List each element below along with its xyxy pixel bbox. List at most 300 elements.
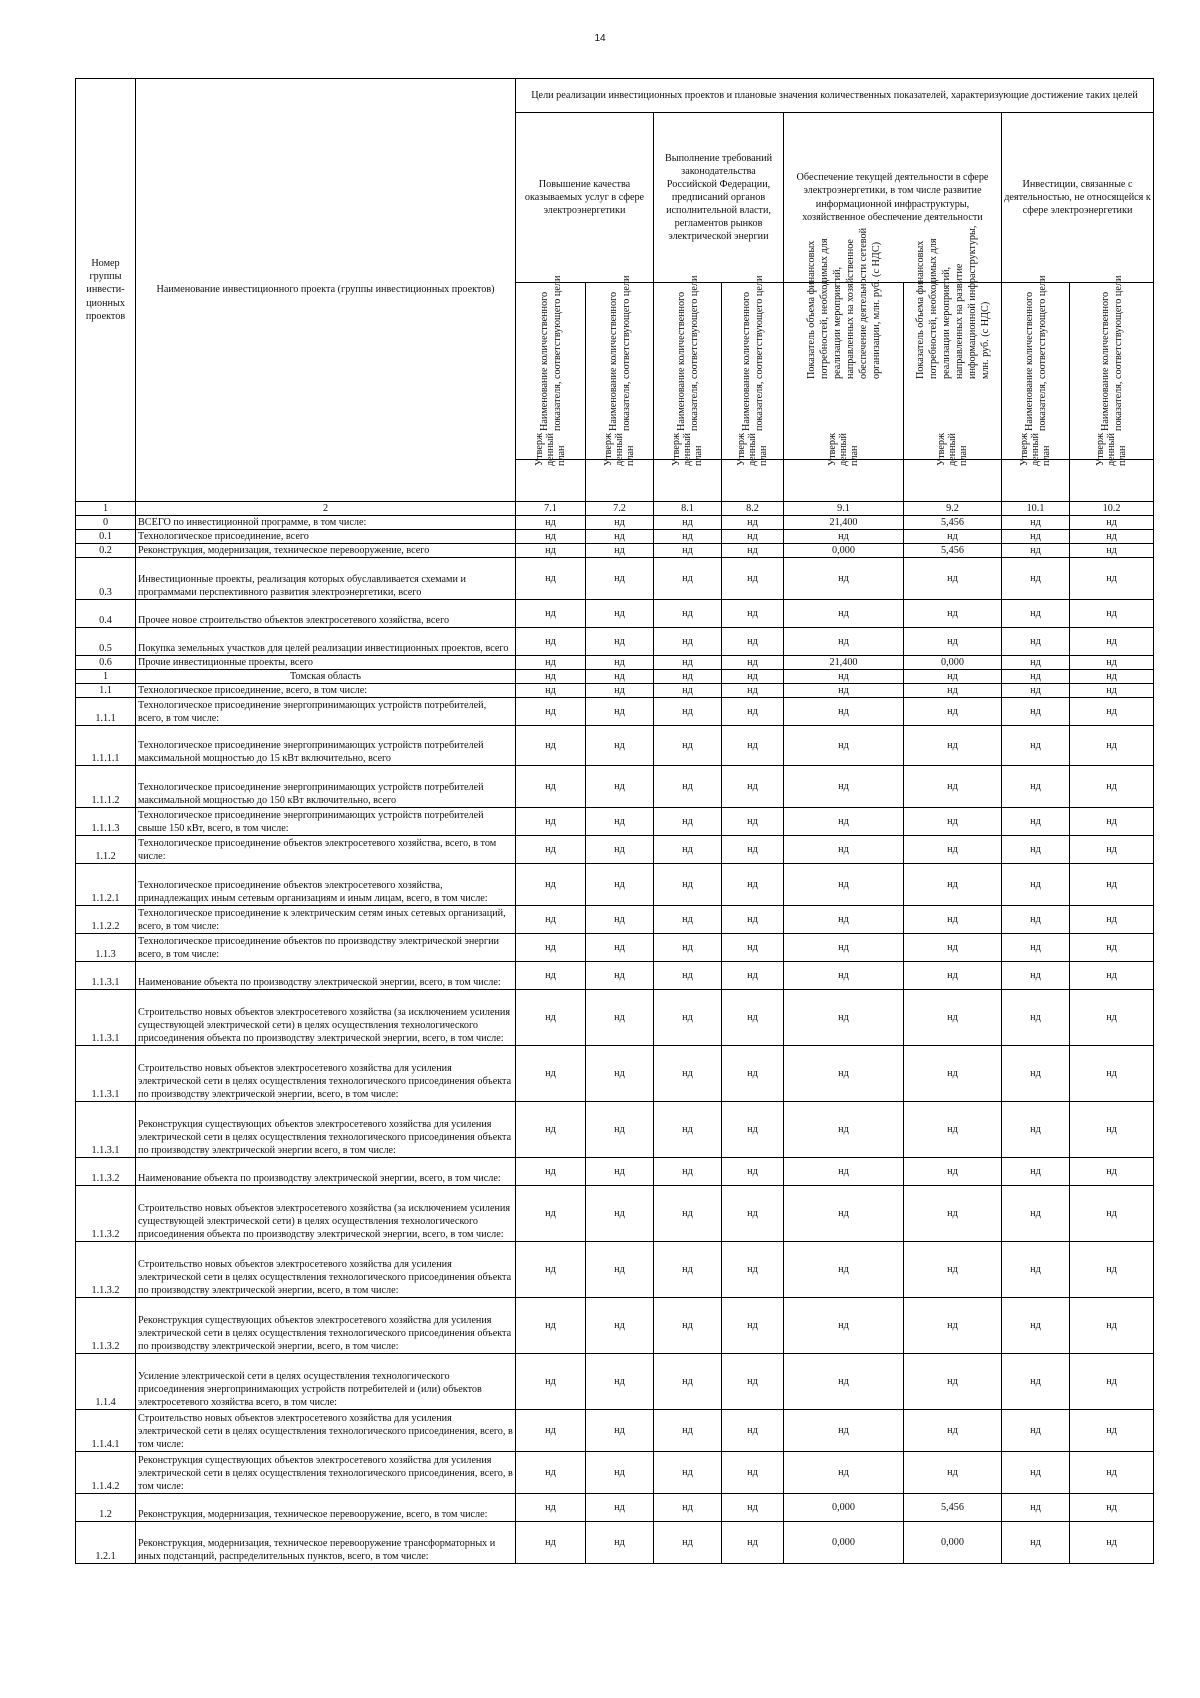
table-row [76,934,1154,962]
row-value-cell: нд [722,1158,784,1186]
row-value-cell: нд [586,516,654,530]
row-value-cell: нд [586,906,654,934]
row-project-name: Инвестиционные проекты, реализация которых обуславливается схемами и программами перспективного развития электроэнергетики, всего [136,558,516,600]
row-value-cell: нд [654,558,722,600]
row-value-cell: нд [516,670,586,684]
row-value-cell: нд [784,808,904,836]
row-value-cell: нд [654,628,722,656]
row-value-cell: нд [1070,656,1154,670]
row-value-cell: нд [904,1186,1002,1242]
row-value-cell: 21,400 [784,516,904,530]
row-value-cell: нд [784,1102,904,1158]
row-value-cell: нд [516,934,586,962]
row-value-cell: нд [654,726,722,766]
row-value-cell: нд [722,836,784,864]
row-value-cell: нд [722,530,784,544]
table-row [76,628,1154,656]
row-value-cell: нд [654,766,722,808]
column-index-cell: 7.1 [516,502,586,516]
plan-label: Утверж денный план [602,433,637,467]
header-goal-current-activity: Обеспечение текущей деятельности в сфере электроэнергетики, в том числе развитие информационной инфраструктуры, хозяйственное обеспечение деятельности [784,113,1002,283]
row-value-cell: нд [654,670,722,684]
row-value-cell: нд [904,836,1002,864]
column-index-cell: 8.1 [654,502,722,516]
table-row [76,670,1154,684]
row-value-cell: нд [722,1046,784,1102]
row-value-cell: нд [586,600,654,628]
row-project-name: ВСЕГО по инвестиционной программе, в том числе: [136,516,516,530]
row-value-cell: нд [1070,990,1154,1046]
row-value-cell: нд [654,1242,722,1298]
column-index-cell: 7.2 [586,502,654,516]
row-value-cell: нд [654,1102,722,1158]
table-row [76,1410,1154,1452]
row-value-cell: нд [722,808,784,836]
row-value-cell: нд [1002,1186,1070,1242]
row-value-cell: нд [722,1186,784,1242]
row-value-cell: нд [722,628,784,656]
row-value-cell: нд [654,864,722,906]
row-value-cell: нд [1002,628,1070,656]
row-number: 1.1 [76,684,136,698]
row-value-cell: нд [722,558,784,600]
column-index-cell: 10.1 [1002,502,1070,516]
row-value-cell: нд [904,808,1002,836]
row-project-name: Технологическое присоединение объектов электросетевого хозяйства, принадлежащих иным сетевым организациям и иным лицам, всего, в том числе: [136,864,516,906]
row-value-cell: нд [1070,864,1154,906]
row-value-cell: нд [1070,906,1154,934]
row-value-cell: нд [904,906,1002,934]
row-number: 0.1 [76,530,136,544]
row-project-name: Технологическое присоединение энергопринимающих устройств потребителей максимальной мощностью до 15 кВт включительно, всего [136,726,516,766]
column-index-cell: 10.2 [1070,502,1154,516]
row-number: 1.1.1.1 [76,726,136,766]
row-value-cell: нд [904,698,1002,726]
row-value-cell: нд [516,628,586,656]
header-plan-1 [516,433,586,502]
row-number: 1.1.3.2 [76,1158,136,1186]
indicator-label: Наименование количественного показателя, соответствующего цели [607,275,632,431]
row-value-cell: нд [1002,684,1070,698]
row-value-cell: нд [722,1298,784,1354]
row-value-cell: нд [1002,934,1070,962]
row-value-cell: нд [654,1452,722,1494]
header-plan-5 [784,433,904,502]
row-project-name: Технологическое присоединение, всего, в том числе: [136,684,516,698]
row-value-cell: нд [1002,544,1070,558]
row-value-cell: нд [1002,1522,1070,1564]
row-value-cell: нд [586,698,654,726]
row-value-cell: нд [654,600,722,628]
row-value-cell: нд [1070,544,1154,558]
row-value-cell: нд [654,934,722,962]
row-value-cell: нд [722,1354,784,1410]
row-value-cell: нд [1002,1298,1070,1354]
row-project-name: Томская область [136,670,516,684]
plan-label: Утверж денный план [1018,433,1053,467]
header-goal-legislation: Выполнение требований законодательства Российской Федерации, предписаний органов исполнительной власти, регламентов рынков электрической энергии [654,113,784,283]
row-number: 1.1.3.1 [76,1046,136,1102]
row-value-cell: нд [1002,698,1070,726]
row-value-cell: нд [1070,1298,1154,1354]
indicator-label: Наименование количественного показателя, соответствующего цели [675,275,700,431]
row-value-cell: нд [586,670,654,684]
row-value-cell: нд [586,1298,654,1354]
row-value-cell: нд [904,558,1002,600]
row-number: 0 [76,516,136,530]
table-row [76,544,1154,558]
row-value-cell: нд [904,726,1002,766]
row-value-cell: нд [722,1522,784,1564]
row-value-cell: нд [904,628,1002,656]
row-value-cell: нд [1070,1494,1154,1522]
row-value-cell: нд [1002,808,1070,836]
row-value-cell: нд [586,1354,654,1410]
row-value-cell: нд [516,698,586,726]
row-number: 1.1.2.1 [76,864,136,906]
row-value-cell: нд [1070,934,1154,962]
row-value-cell: нд [586,628,654,656]
row-value-cell: нд [722,670,784,684]
row-value-cell: нд [1070,1186,1154,1242]
row-value-cell: нд [586,934,654,962]
row-value-cell: нд [586,1522,654,1564]
row-value-cell: нд [654,962,722,990]
row-value-cell: нд [1070,1452,1154,1494]
row-value-cell: нд [1070,808,1154,836]
row-value-cell: нд [784,836,904,864]
header-plan-4 [722,433,784,502]
row-value-cell: нд [904,1354,1002,1410]
row-number: 1.1.1.3 [76,808,136,836]
header-plan-8 [1070,433,1154,502]
column-index-cell: 9.1 [784,502,904,516]
row-value-cell: нд [586,1242,654,1298]
header-goal-quality: Повышение качества оказываемых услуг в сфере электроэнергетики [516,113,654,283]
row-value-cell: нд [516,864,586,906]
table-row [76,1186,1154,1242]
row-value-cell: нд [722,600,784,628]
row-value-cell: нд [1002,1102,1070,1158]
row-value-cell: нд [722,1494,784,1522]
table-row [76,698,1154,726]
row-project-name: Усиление электрической сети в целях осуществления технологического присоединения энергопринимающих устройств потребителей и (или) объектов электросетевого хозяйства всего, в том числе: [136,1354,516,1410]
investment-goals-table [75,78,1154,1564]
row-value-cell: нд [904,1410,1002,1452]
row-value-cell: нд [586,990,654,1046]
row-value-cell: нд [586,962,654,990]
table-row [76,600,1154,628]
plan-label: Утверж денный план [735,433,770,467]
indicator-label: Наименование количественного показателя, соответствующего цели [538,275,563,431]
row-number: 0.6 [76,656,136,670]
row-project-name: Технологическое присоединение объектов электросетевого хозяйства, всего, в том числе: [136,836,516,864]
row-value-cell: нд [784,684,904,698]
row-value-cell: нд [722,766,784,808]
row-value-cell: 5,456 [904,516,1002,530]
table-row [76,1046,1154,1102]
row-value-cell: нд [904,1242,1002,1298]
row-value-cell: нд [654,530,722,544]
row-value-cell: нд [722,962,784,990]
row-value-cell: нд [1002,1410,1070,1452]
plan-label: Утверж денный план [533,433,568,467]
row-value-cell: нд [1070,1102,1154,1158]
table-row [76,558,1154,600]
row-project-name: Наименование объекта по производству электрической энергии, всего, в том числе: [136,1158,516,1186]
row-project-name: Строительство новых объектов электросетевого хозяйства для усиления электрической сети в целях осуществления технологического присоединения объекта по производству электрической энергии, всего, в том числе: [136,1242,516,1298]
row-value-cell: нд [586,1186,654,1242]
row-project-name: Реконструкция существующих объектов электросетевого хозяйства для усиления электрической сети в целях осуществления технологического присоединения, всего, в том числе: [136,1452,516,1494]
row-value-cell: нд [1070,766,1154,808]
row-value-cell: нд [784,698,904,726]
row-value-cell: нд [722,516,784,530]
row-value-cell: нд [784,990,904,1046]
row-value-cell: 0,000 [784,1494,904,1522]
row-value-cell: нд [586,1452,654,1494]
row-value-cell: нд [1002,670,1070,684]
row-value-cell: нд [654,1046,722,1102]
row-number: 1.1.2 [76,836,136,864]
row-value-cell: нд [722,698,784,726]
row-value-cell: 0,000 [784,1522,904,1564]
table-row [76,684,1154,698]
row-project-name: Прочие инвестиционные проекты, всего [136,656,516,670]
header-group-number: Номер группы инвести-ционных проектов [76,79,136,502]
row-value-cell: нд [1002,864,1070,906]
row-value-cell: нд [516,684,586,698]
row-value-cell: нд [586,808,654,836]
row-value-cell: нд [654,544,722,558]
header-goals-title: Цели реализации инвестиционных проектов и плановые значения количественных показателей, характеризующие достижение таких целей [516,79,1154,113]
row-value-cell: нд [516,1186,586,1242]
row-value-cell: нд [784,1186,904,1242]
row-value-cell: нд [654,906,722,934]
row-number: 1.1.3.2 [76,1186,136,1242]
row-value-cell: нд [784,1242,904,1298]
row-value-cell: нд [904,934,1002,962]
table-row [76,516,1154,530]
table-row [76,864,1154,906]
row-value-cell: нд [1002,530,1070,544]
row-value-cell: нд [516,962,586,990]
row-value-cell: 0,000 [784,544,904,558]
row-value-cell: нд [654,698,722,726]
row-value-cell: нд [516,1298,586,1354]
row-value-cell: нд [1002,766,1070,808]
row-value-cell: нд [784,864,904,906]
row-value-cell: нд [1002,656,1070,670]
row-value-cell: нд [586,1158,654,1186]
row-number: 1 [76,670,136,684]
row-project-name: Наименование объекта по производству электрической энергии, всего, в том числе: [136,962,516,990]
plan-label: Утверж денный план [826,433,861,467]
row-value-cell: нд [516,1494,586,1522]
table-row [76,726,1154,766]
row-value-cell: нд [784,628,904,656]
row-value-cell: нд [904,962,1002,990]
row-value-cell: нд [654,1410,722,1452]
row-value-cell: нд [516,530,586,544]
row-value-cell: нд [516,544,586,558]
row-value-cell: нд [1070,670,1154,684]
row-value-cell: нд [654,808,722,836]
row-value-cell: нд [722,990,784,1046]
row-value-cell: нд [784,1158,904,1186]
row-value-cell: нд [586,766,654,808]
row-value-cell: нд [904,864,1002,906]
table-row [76,1452,1154,1494]
row-value-cell: нд [904,530,1002,544]
row-value-cell: нд [784,934,904,962]
row-number: 0.3 [76,558,136,600]
row-number: 1.1.3.1 [76,990,136,1046]
row-value-cell: нд [586,544,654,558]
row-value-cell: нд [516,1046,586,1102]
row-value-cell: нд [654,684,722,698]
column-index-cell: 8.2 [722,502,784,516]
row-project-name: Технологическое присоединение, всего [136,530,516,544]
row-project-name: Покупка земельных участков для целей реализации инвестиционных проектов, всего [136,628,516,656]
row-value-cell: 21,400 [784,656,904,670]
row-value-cell: нд [784,726,904,766]
row-number: 1.1.3.2 [76,1242,136,1298]
column-index-cell: 2 [136,502,516,516]
row-number: 1.1.3 [76,934,136,962]
row-value-cell: нд [722,544,784,558]
row-value-cell: 5,456 [904,544,1002,558]
row-value-cell: нд [1070,600,1154,628]
row-value-cell: нд [784,670,904,684]
indicator-label: Наименование количественного показателя, соответствующего цели [740,275,765,431]
row-value-cell: нд [1070,558,1154,600]
row-value-cell: нд [1070,962,1154,990]
row-value-cell: нд [1070,684,1154,698]
row-value-cell: нд [516,726,586,766]
table-row [76,1158,1154,1186]
column-index-cell: 9.2 [904,502,1002,516]
table-row [76,766,1154,808]
row-value-cell: нд [516,1102,586,1158]
row-value-cell: нд [1002,600,1070,628]
row-value-cell: нд [516,516,586,530]
row-value-cell: нд [904,1298,1002,1354]
row-value-cell: нд [722,684,784,698]
column-index-cell: 1 [76,502,136,516]
row-value-cell: нд [586,726,654,766]
row-value-cell: нд [516,656,586,670]
plan-label: Утверж денный план [670,433,705,467]
row-number: 1.1.1 [76,698,136,726]
row-project-name: Технологическое присоединение энергопринимающих устройств потребителей максимальной мощностью до 150 кВт включительно, всего [136,766,516,808]
row-number: 0.5 [76,628,136,656]
row-value-cell: нд [1002,962,1070,990]
row-value-cell: нд [516,1452,586,1494]
row-number: 1.1.3.1 [76,1102,136,1158]
row-value-cell: 0,000 [904,656,1002,670]
row-value-cell: нд [1002,726,1070,766]
row-value-cell: нд [904,1452,1002,1494]
row-value-cell: нд [904,1158,1002,1186]
row-value-cell: нд [1070,1158,1154,1186]
indicator-label: Наименование количественного показателя, соответствующего цели [1099,275,1124,431]
row-project-name: Реконструкция, модернизация, техническое перевооружение трансформаторных и иных подстанций, распределительных пунктов, всего, в том числе: [136,1522,516,1564]
row-value-cell: нд [722,1452,784,1494]
header-plan-6 [904,433,1002,502]
row-project-name: Строительство новых объектов электросетевого хозяйства для усиления электрической сети в целях осуществления технологического присоединения объекта по производству электрической энергии, всего, в том числе: [136,1046,516,1102]
row-value-cell: нд [1070,698,1154,726]
table-row [76,1102,1154,1158]
indicator-label: Наименование количественного показателя, соответствующего цели [1023,275,1048,431]
plan-label: Утверж денный план [1094,433,1129,467]
row-value-cell: нд [904,684,1002,698]
row-value-cell: нд [784,1410,904,1452]
row-value-cell: нд [1070,628,1154,656]
row-value-cell: нд [784,530,904,544]
row-value-cell: нд [1002,1452,1070,1494]
row-number: 1.1.3.1 [76,962,136,990]
row-value-cell: нд [1002,558,1070,600]
row-value-cell: нд [586,1102,654,1158]
row-project-name: Реконструкция существующих объектов электросетевого хозяйства для усиления электрической сети в целях осуществления технологического присоединения объекта по производству электрической энергии всего, в том числе: [136,1102,516,1158]
indicator-label: Показатель объема финансовых потребностей, необходимых для реализации мероприятий, направленных на развитие информационной инфраструктуры, млн. руб. (с НДС) [914,225,991,379]
row-value-cell: нд [516,1354,586,1410]
row-number: 1.2.1 [76,1522,136,1564]
row-number: 1.1.4.1 [76,1410,136,1452]
row-value-cell: нд [1002,1354,1070,1410]
table-row [76,1494,1154,1522]
row-value-cell: нд [722,934,784,962]
row-value-cell: нд [784,558,904,600]
row-project-name: Прочее новое строительство объектов электросетевого хозяйства, всего [136,600,516,628]
row-project-name: Реконструкция, модернизация, техническое перевооружение, всего [136,544,516,558]
table-row [76,530,1154,544]
header-plan-3 [654,433,722,502]
row-value-cell: нд [784,1046,904,1102]
row-value-cell: нд [722,1410,784,1452]
row-value-cell: нд [722,1102,784,1158]
row-value-cell: нд [586,684,654,698]
row-value-cell: нд [586,1046,654,1102]
row-value-cell: нд [654,1522,722,1564]
row-value-cell: нд [654,990,722,1046]
row-value-cell: нд [1002,1242,1070,1298]
table-row [76,990,1154,1046]
row-value-cell: нд [722,906,784,934]
row-value-cell: нд [516,558,586,600]
row-value-cell: нд [1070,836,1154,864]
row-project-name: Технологическое присоединение энергопринимающих устройств потребителей свыше 150 кВт, всего, в том числе: [136,808,516,836]
row-number: 1.1.1.2 [76,766,136,808]
row-value-cell: нд [904,670,1002,684]
row-value-cell: нд [586,864,654,906]
row-value-cell: нд [516,906,586,934]
table-row [76,906,1154,934]
indicator-label: Показатель объема финансовых потребностей, необходимых для реализации мероприятий, направленных на хозяйственное обеспечение деятельности сетевой организации, млн. руб. (с НДС) [805,227,882,379]
row-value-cell: нд [654,1298,722,1354]
table-row [76,1298,1154,1354]
table-row [76,836,1154,864]
row-value-cell: нд [586,836,654,864]
row-value-cell: нд [654,656,722,670]
header-project-name: Наименование инвестиционного проекта (группы инвестиционных проектов) [136,79,516,502]
row-value-cell: нд [722,656,784,670]
row-value-cell: нд [1070,516,1154,530]
row-value-cell: нд [654,1158,722,1186]
row-value-cell: нд [722,726,784,766]
row-value-cell: нд [516,1158,586,1186]
row-value-cell: нд [1002,836,1070,864]
